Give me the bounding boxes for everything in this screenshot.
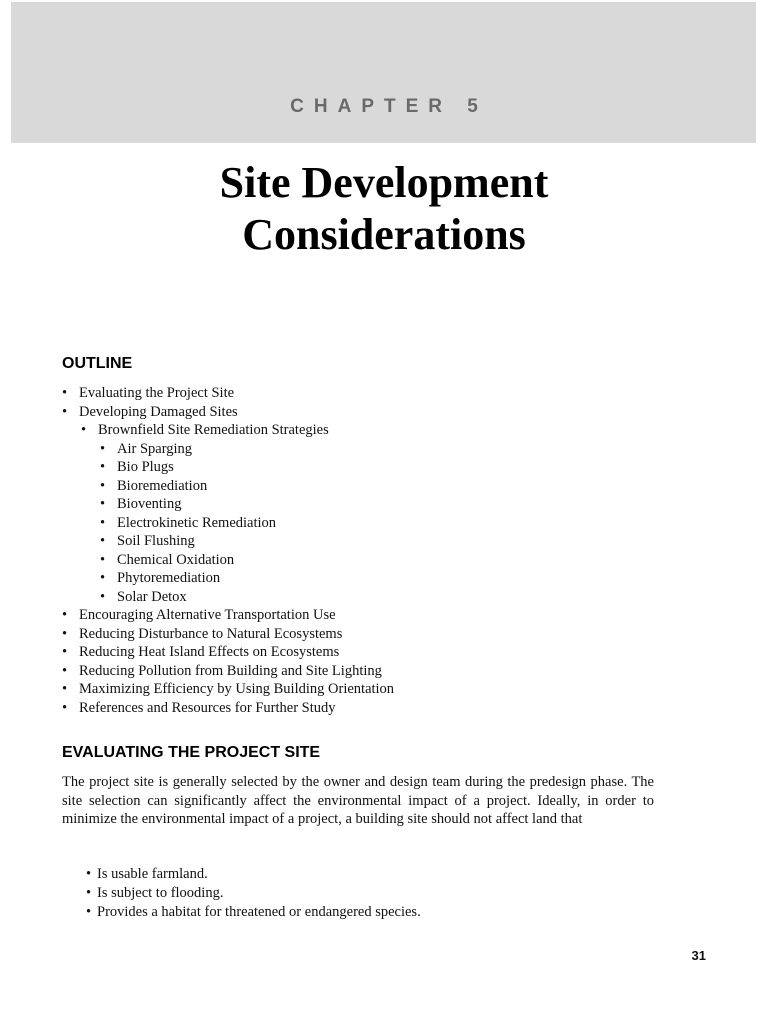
chapter-title-line-2: Considerations: [242, 210, 526, 259]
criteria-item: • Is subject to flooding.: [86, 884, 421, 903]
section-heading: EVALUATING THE PROJECT SITE: [62, 744, 321, 761]
chapter-title-line-1: Site Development: [219, 158, 549, 207]
outline-item: • References and Resources for Further Study: [62, 699, 394, 718]
outline-item: • Encouraging Alternative Transportation Use: [62, 606, 394, 625]
outline-item: • Chemical Oxidation: [62, 551, 394, 570]
chapter-label: CHAPTER 5: [290, 96, 488, 117]
page-number: 31: [691, 948, 706, 963]
chapter-title: [0, 157, 768, 261]
criteria-list: [86, 865, 421, 922]
outline-list: [62, 384, 394, 717]
outline-item: • Bioventing: [62, 495, 394, 514]
section-paragraph: The project site is generally selected by the owner and design team during the predesign phase. The site selection can significantly affect the environmental impact of a project. Ideally, in order to minimize the environmental impact of a project, a building site should not affect land that: [62, 774, 654, 827]
outline-item: • Brownfield Site Remediation Strategies: [62, 421, 394, 440]
outline-item: • Electrokinetic Remediation: [62, 514, 394, 533]
outline-item: • Developing Damaged Sites: [62, 403, 394, 422]
criteria-item: • Provides a habitat for threatened or endangered species.: [86, 903, 421, 922]
outline-item: • Maximizing Efficiency by Using Building Orientation: [62, 680, 394, 699]
outline-item: • Phytoremediation: [62, 569, 394, 588]
outline-item: • Reducing Pollution from Building and Site Lighting: [62, 662, 394, 681]
outline-item: • Solar Detox: [62, 588, 394, 607]
outline-item: • Reducing Heat Island Effects on Ecosystems: [62, 643, 394, 662]
outline-item: • Bio Plugs: [62, 458, 394, 477]
chapter-header-band: [11, 2, 756, 143]
outline-item: • Air Sparging: [62, 440, 394, 459]
outline-item: • Evaluating the Project Site: [62, 384, 394, 403]
outline-item: • Soil Flushing: [62, 532, 394, 551]
outline-item: • Bioremediation: [62, 477, 394, 496]
outline-item: • Reducing Disturbance to Natural Ecosystems: [62, 625, 394, 644]
criteria-item: • Is usable farmland.: [86, 865, 421, 884]
outline-heading: OUTLINE: [62, 355, 133, 372]
